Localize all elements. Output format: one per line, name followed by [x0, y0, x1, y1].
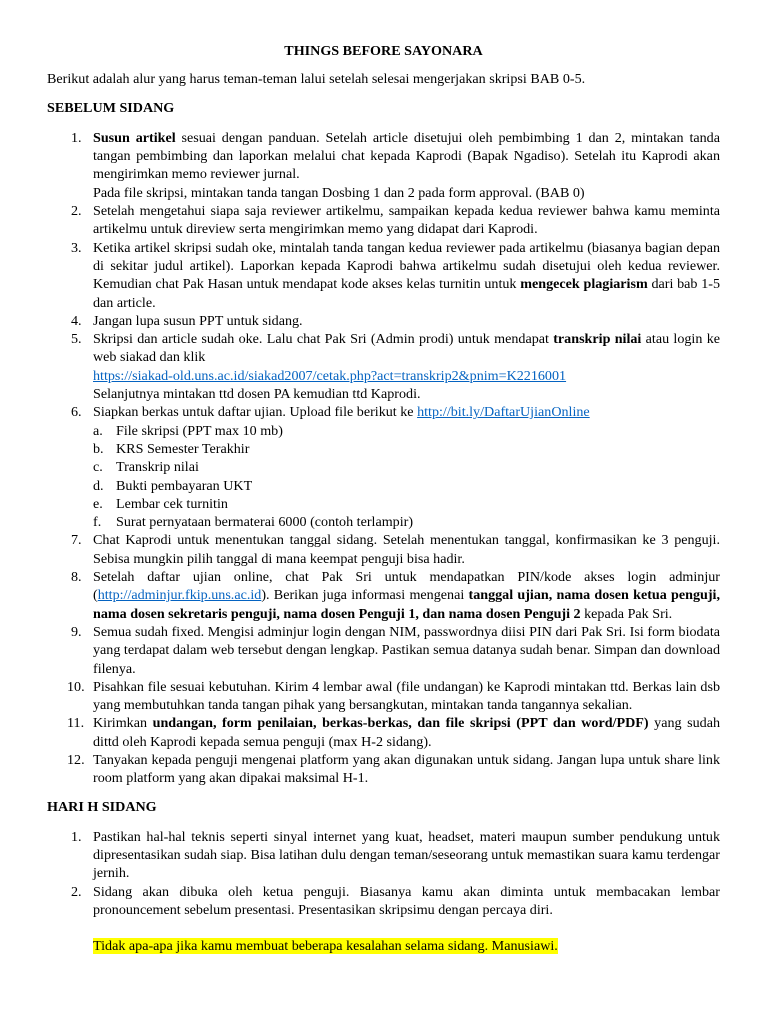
- list-item: 2. Setelah mengetahui siapa saja reviewer artikelmu, sampaikan kepada kedua reviewer bahwa kamu meminta artikelmu untuk direview serta mengirimkan memo yang didapat dari Kaprodi.: [71, 203, 720, 238]
- list-item: 6. Siapkan berkas untuk daftar ujian. Upload file berikut ke http://bit.ly/DaftarUjianOnline a. File skripsi (PPT max 10 mb) b. KRS Semester Terakhir c. Transkrip nilai d. Bukti pembayaran UKT e. Lembar cek turnitin f. Surat pernyataan bermaterai 6000 (contoh terlampir): [47, 403, 720, 531]
- list-item: 1. Susun artikel sesuai dengan panduan. Setelah article disetujui oleh pembimbing 1 dan 2, mintakan tanda tangan pembimbing dan laporkan melalui chat kepada Kaprodi (Bapak Ngadiso). Setelah itu Kaprodi akan mengirimkan memo reviewer jurnal. Pada file skripsi, mintakan tanda tangan Dosbing 1 dan 2 pada form approval. (BAB 0): [71, 129, 720, 201]
- list-item: 8. Setelah daftar ujian online, chat Pak Sri untuk mendapatkan PIN/kode akses login adminjur (http://adminjur.fkip.uns.ac.id). Berikan juga informasi mengenai tanggal ujian, nama dosen ketua penguji, nama dosen sekretaris penguji, nama dosen Penguji 1, dan nama dosen Penguji 2 kepada Pak Sri.: [71, 569, 720, 622]
- sebelum-sidang-list: [47, 129, 720, 788]
- list-item: 2. Sidang akan dibuka oleh ketua penguji. Biasanya kamu akan diminta untuk membacakan lembar pronouncement sebelum presentasi. Presentasikan skripsimu dengan percaya diri. Tidak apa-apa jika kamu membuat beberapa kesalahan selama sidang. Manusiawi.: [71, 883, 720, 955]
- closing-highlight: Tidak apa-apa jika kamu membuat beberapa kesalahan selama sidang. Manusiawi.: [93, 938, 558, 955]
- section-heading-sebelum-sidang: SEBELUM SIDANG: [47, 99, 175, 116]
- list-item: 3. Ketika artikel skripsi sudah oke, mintalah tanda tangan kedua reviewer pada artikelmu (biasanya bagian depan di sekitar judul artikel). Laporkan kepada Kaprodi bahwa artikelmu sudah disetujui oleh kedua reviewer. Kemudian chat Pak Hasan untuk mendapat kode akses kelas turnitin untuk mengecek plagiarism dari bab 1-5 dan article.: [71, 239, 721, 311]
- intro-paragraph: Berikut adalah alur yang harus teman-teman lalui setelah selesai mengerjakan skripsi BAB 0-5.: [47, 71, 586, 88]
- section-heading-hari-h-sidang: HARI H SIDANG: [47, 798, 157, 815]
- sub-list-item: f. Surat pernyataan bermaterai 6000 (contoh terlampir): [93, 514, 414, 531]
- sub-list-item: d. Bukti pembayaran UKT: [93, 477, 253, 494]
- transkrip-link[interactable]: https://siakad-old.uns.ac.id/siakad2007/cetak.php?act=transkrip2&pnim=K2216001: [93, 367, 567, 384]
- list-item: 11. Kirimkan undangan, form penilaian, berkas-berkas, dan file skripsi (PPT dan word/PDF) yang sudah dittd oleh Kaprodi kepada semua penguji (max H-2 sidang).: [67, 715, 721, 750]
- sub-list-item: c. Transkrip nilai: [93, 459, 199, 476]
- sub-list-item: b. KRS Semester Terakhir: [93, 440, 250, 457]
- sub-list-item: e. Lembar cek turnitin: [93, 495, 228, 512]
- hari-h-sidang-list: [47, 828, 720, 956]
- list-item: 5. Skripsi dan article sudah oke. Lalu chat Pak Sri (Admin prodi) untuk mendapat transkrip nilai atau login ke web siakad dan klik https://siakad-old.uns.ac.id/siakad2007/cetak.php?act=transkrip2&pnim=K2216001 Selanjutnya mintakan ttd dosen PA kemudian ttd Kaprodi.: [71, 331, 720, 403]
- list-item: 1. Pastikan hal-hal teknis seperti sinyal internet yang kuat, headset, materi maupun sumber pendukung untuk dipresentasikan sudah siap. Bisa latihan dulu dengan teman/seseorang untuk memastikan suara kamu terdengar jernih.: [71, 828, 720, 882]
- list-item: 10. Pisahkan file sesuai kebutuhan. Kirim 4 lembar awal (file undangan) ke Kaprodi mintakan ttd. Berkas lain dsb yang membutuhkan tanda tangan pihak yang bersangkutan, mintakan tanda tangannya sekalian.: [67, 678, 720, 714]
- berkas-sublist: [93, 422, 720, 532]
- adminjur-link[interactable]: http://adminjur.fkip.uns.ac.id: [97, 587, 262, 604]
- list-item: 12. Tanyakan kepada penguji mengenai platform yang akan digunakan untuk sidang. Jangan lupa untuk share link room platform yang akan dipakai maksimal H-1.: [67, 751, 720, 787]
- document-title: THINGS BEFORE SAYONARA: [284, 43, 483, 59]
- list-item: 7. Chat Kaprodi untuk menentukan tanggal sidang. Setelah menentukan tanggal, konfirmasikan ke 3 penguji. Sebisa mungkin pilih tanggal di mana keempat penguji bisa hadir.: [71, 532, 720, 567]
- list-item: 4. Jangan lupa susun PPT untuk sidang.: [71, 312, 303, 329]
- sub-list-item: a. File skripsi (PPT max 10 mb): [93, 422, 283, 439]
- daftar-ujian-link[interactable]: http://bit.ly/DaftarUjianOnline: [417, 404, 590, 421]
- list-item: 9. Semua sudah fixed. Mengisi adminjur login dengan NIM, passwordnya diisi PIN dari Pak Sri. Isi form biodata yang terdapat dalam web tersebut dengan lengkap. Pastikan semua datanya sudah benar. Simpan dan download filenya.: [71, 623, 720, 677]
